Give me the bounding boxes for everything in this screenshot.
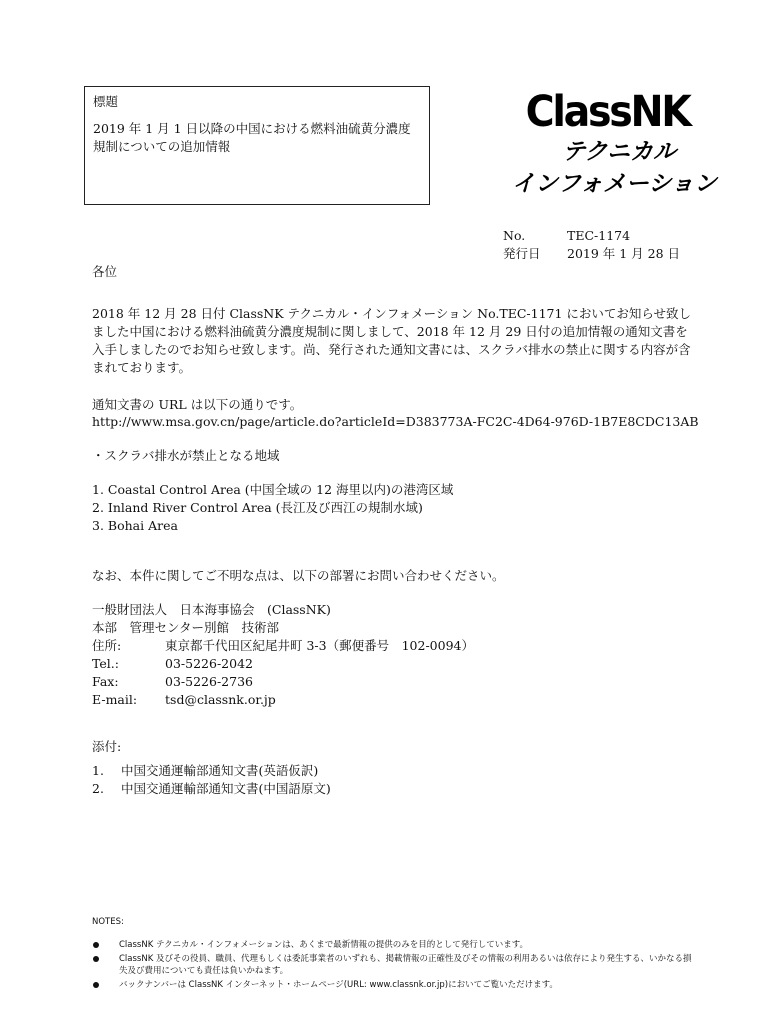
- list-item: 2. Inland River Control Area (長江及び西江の規制水域): [92, 500, 423, 515]
- doc-number-value: TEC-1174: [567, 228, 631, 243]
- bullet-icon: [93, 942, 99, 948]
- area-heading: ・スクラバ排水が禁止となる地域: [92, 448, 280, 463]
- title-text: 2019 年 1 月 1 日以降の中国における燃料油硫黄分濃度規制についての追加情報: [93, 121, 411, 154]
- notes-section: [92, 916, 692, 993]
- attachments-heading: 添付:: [92, 739, 122, 754]
- contact-address-row: [92, 637, 474, 655]
- salutation: 各位: [92, 264, 118, 279]
- doc-number-row: [503, 227, 680, 245]
- logo-line-technical: テクニカル: [562, 139, 676, 165]
- note-text: ClassNK 及びその役員、職員、代理もしくは委託事業者のいずれも、掲載情報の正確性及びその情報の利用あるいは依存により発生する、いかなる損失及び費用についても責任は負いかねます。: [119, 954, 692, 976]
- tel-label: Tel.:: [92, 656, 119, 671]
- doc-number-label: No.: [503, 228, 526, 243]
- contact-email-row: [92, 691, 474, 709]
- intro-paragraph: 2018 年 12 月 28 日付 ClassNK テクニカル・インフォメーション No.TEC-1171 においてお知らせ致しました中国における燃料油硫黄分濃度規制に関しまして、2018 年 12 月 29 日付の追加情報の通知文書を入手しましたのでお知らせ致します。尚、発行された通知文書には、スクラバ排水の禁止に関する内容が含まれております。: [92, 306, 692, 375]
- contact-dept: 本部 管理センター別館 技術部: [92, 620, 280, 635]
- email-value[interactable]: tsd@classnk.or.jp: [165, 692, 276, 707]
- attachment-text: 中国交通運輸部通知文書(英語仮訳): [121, 763, 319, 778]
- email-label: E-mail:: [92, 692, 138, 707]
- attachment-item: [92, 762, 331, 780]
- inquiry-text: なお、本件に関してご不明な点は、以下の部署にお問い合わせください。: [92, 568, 505, 583]
- fax-value: 03-5226-2736: [165, 674, 253, 689]
- issue-date-value: 2019 年 1 月 28 日: [567, 246, 681, 261]
- logo-brand: ClassNK: [525, 87, 690, 137]
- list-item: 3. Bohai Area: [92, 518, 178, 533]
- contact-org: 一般財団法人 日本海事協会 (ClassNK): [92, 602, 331, 617]
- note-item: [92, 953, 692, 977]
- fax-label: Fax:: [92, 674, 119, 689]
- tel-value: 03-5226-2042: [165, 656, 253, 671]
- address-value: 東京都千代田区紀尾井町 3-3（郵便番号 102-0094）: [165, 638, 474, 653]
- url-intro: 通知文書の URL は以下の通りです。: [92, 397, 303, 412]
- notes-title: NOTES:: [92, 917, 124, 927]
- bullet-icon: [93, 982, 99, 988]
- attachments-list: [92, 762, 331, 798]
- document-meta: [503, 227, 680, 263]
- contact-fax-row: [92, 673, 474, 691]
- contact-tel-row: [92, 655, 474, 673]
- area-list: [92, 481, 453, 535]
- bullet-icon: [93, 956, 99, 962]
- issue-date-row: [503, 245, 680, 263]
- attachment-number: 1.: [92, 763, 104, 778]
- note-item: [92, 979, 692, 991]
- logo-line-information: インフォメーション: [512, 171, 717, 197]
- note-item: [92, 939, 692, 951]
- notice-url-link[interactable]: http://www.msa.gov.cn/page/article.do?articleId=D383773A-FC2C-4D64-976D-1B7E8CDC13AB: [92, 414, 699, 429]
- attachment-item: [92, 780, 331, 798]
- note-text: ClassNK テクニカル・インフォメーションは、あくまで最新情報の提供のみを目的として発行しています。: [119, 940, 529, 950]
- title-box: [84, 86, 430, 205]
- classnk-logo: [512, 87, 717, 200]
- attachment-number: 2.: [92, 781, 104, 796]
- attachment-text: 中国交通運輸部通知文書(中国語原文): [121, 781, 331, 796]
- address-label: 住所:: [92, 638, 122, 653]
- note-text: バックナンバーは ClassNK インターネット・ホームページ(URL: www.classnk.or.jp)においてご覧いただけます。: [119, 980, 558, 990]
- list-item: 1. Coastal Control Area (中国全域の 12 海里以内)の港湾区域: [92, 482, 454, 497]
- contact-block: [92, 601, 474, 709]
- title-label: 標題: [93, 94, 119, 109]
- issue-date-label: 発行日: [503, 246, 541, 261]
